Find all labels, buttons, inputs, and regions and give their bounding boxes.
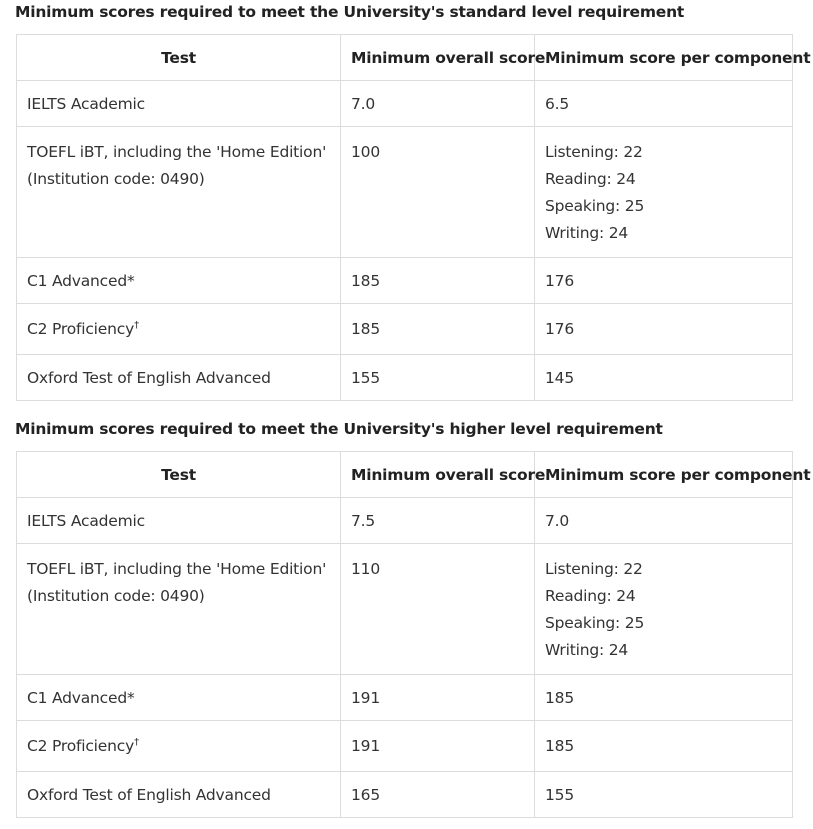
reading-score: Reading: 24 <box>545 170 636 188</box>
speaking-score: Speaking: 25 <box>545 197 645 215</box>
standard-level-table <box>16 34 811 401</box>
component-score-cell: 145 <box>535 355 793 401</box>
reading-score: Reading: 24 <box>545 587 636 605</box>
column-header-component: Minimum score per component <box>535 35 793 81</box>
test-cell: C1 Advanced* <box>17 258 341 304</box>
test-cell: C1 Advanced* <box>17 675 341 721</box>
overall-score-cell: 155 <box>341 355 535 401</box>
dagger-footnote-mark: † <box>134 736 139 748</box>
table-header-row <box>17 35 793 81</box>
overall-score-cell: 191 <box>341 675 535 721</box>
column-header-overall: Minimum overall score <box>341 35 535 81</box>
table-row <box>17 544 793 675</box>
column-header-overall: Minimum overall score <box>341 452 535 498</box>
overall-score-cell <box>341 127 535 258</box>
overall-score-cell: 165 <box>341 772 535 818</box>
overall-score-cell: 185 <box>341 258 535 304</box>
test-cell <box>17 127 341 258</box>
test-cell: Oxford Test of English Advanced <box>17 355 341 401</box>
component-score-cell: 185 <box>535 721 793 772</box>
standard-level-heading: Minimum scores required to meet the University's standard level requirement <box>15 3 685 21</box>
test-cell <box>17 544 341 675</box>
test-cell <box>17 304 341 355</box>
table-row <box>17 498 793 544</box>
test-name: TOEFL iBT, including the 'Home Edition' <box>27 560 327 578</box>
table-row <box>17 304 793 355</box>
table-row <box>17 355 793 401</box>
component-score-cell: 176 <box>535 258 793 304</box>
listening-score: Listening: 22 <box>545 560 643 578</box>
overall-score: 100 <box>351 143 380 161</box>
column-header-component: Minimum score per component <box>535 452 793 498</box>
test-cell <box>17 721 341 772</box>
overall-score-cell: 7.0 <box>341 81 535 127</box>
overall-score-cell: 7.5 <box>341 498 535 544</box>
table-row <box>17 721 793 772</box>
table-row <box>17 258 793 304</box>
overall-score-cell: 191 <box>341 721 535 772</box>
test-name: TOEFL iBT, including the 'Home Edition' <box>27 143 327 161</box>
table-row <box>17 81 793 127</box>
dagger-footnote-mark: † <box>134 319 139 331</box>
component-score-cell: 185 <box>535 675 793 721</box>
higher-level-heading: Minimum scores required to meet the University's higher level requirement <box>15 420 663 438</box>
speaking-score: Speaking: 25 <box>545 614 645 632</box>
component-score-cell: 6.5 <box>535 81 793 127</box>
component-score-cell <box>535 127 793 258</box>
component-score-cell: 155 <box>535 772 793 818</box>
test-name: C2 Proficiency <box>27 737 135 755</box>
test-cell: Oxford Test of English Advanced <box>17 772 341 818</box>
higher-level-table <box>16 451 811 818</box>
component-score-cell: 7.0 <box>535 498 793 544</box>
table-row <box>17 127 793 258</box>
column-header-test: Test <box>17 452 341 498</box>
institution-code: (Institution code: 0490) <box>27 170 205 188</box>
overall-score-cell: 185 <box>341 304 535 355</box>
listening-score: Listening: 22 <box>545 143 643 161</box>
component-score-cell <box>535 544 793 675</box>
institution-code: (Institution code: 0490) <box>27 587 205 605</box>
overall-score-cell <box>341 544 535 675</box>
test-cell: IELTS Academic <box>17 498 341 544</box>
test-cell: IELTS Academic <box>17 81 341 127</box>
column-header-test: Test <box>17 35 341 81</box>
test-name: C2 Proficiency <box>27 320 135 338</box>
table-row <box>17 675 793 721</box>
writing-score: Writing: 24 <box>545 224 629 242</box>
overall-score: 110 <box>351 560 380 578</box>
writing-score: Writing: 24 <box>545 641 629 659</box>
table-header-row <box>17 452 793 498</box>
table-row <box>17 772 793 818</box>
component-score-cell: 176 <box>535 304 793 355</box>
